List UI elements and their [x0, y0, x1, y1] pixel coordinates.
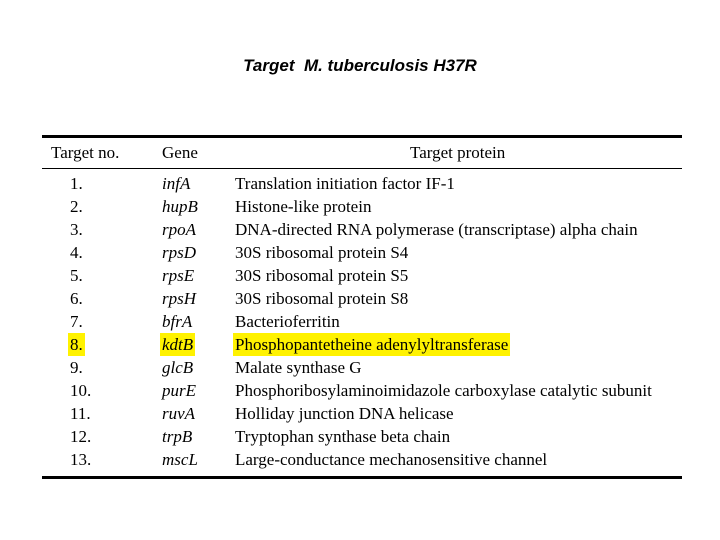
- cell-target-protein: 30S ribosomal protein S5: [235, 266, 409, 285]
- table-row: [42, 172, 682, 195]
- cell-gene: mscL: [162, 450, 198, 469]
- header-gene: Gene: [162, 143, 198, 162]
- cell-gene: rpsD: [162, 243, 197, 262]
- table-row: [42, 241, 682, 264]
- cell-gene: kdtB: [162, 335, 194, 354]
- cell-gene: trpB: [162, 427, 193, 446]
- cell-target-protein: 30S ribosomal protein S8: [235, 289, 409, 308]
- table-row: [42, 448, 682, 471]
- cell-target-protein: Translation initiation factor IF-1: [235, 174, 455, 193]
- cell-gene: glcB: [162, 358, 194, 377]
- cell-target-no: 9.: [70, 358, 83, 377]
- cell-target-no: 5.: [70, 266, 83, 285]
- table-row: [42, 425, 682, 448]
- slide-title: Target M. tuberculosis H37R: [243, 56, 477, 75]
- cell-target-no: 11.: [70, 404, 91, 423]
- cell-gene: rpsE: [162, 266, 195, 285]
- cell-target-no: 6.: [70, 289, 83, 308]
- table-row: [42, 310, 682, 333]
- cell-target-no: 13.: [70, 450, 92, 469]
- cell-target-protein: Phosphoribosylaminoimidazole carboxylase catalytic subunit: [235, 381, 652, 400]
- cell-gene: rpsH: [162, 289, 197, 308]
- table-row-highlighted: [42, 333, 682, 356]
- target-table: [42, 135, 682, 479]
- cell-target-protein: Phosphopantetheine adenylyltransferase: [235, 335, 509, 354]
- cell-gene: hupB: [162, 197, 198, 216]
- table-row: [42, 264, 682, 287]
- cell-target-protein: Large-conductance mechanosensitive channel: [235, 450, 548, 469]
- table-row: [42, 379, 682, 402]
- cell-target-protein: DNA-directed RNA polymerase (transcriptase) alpha chain: [235, 220, 638, 239]
- cell-target-no: 2.: [70, 197, 83, 216]
- cell-target-protein: Malate synthase G: [235, 358, 362, 377]
- header-target-no: Target no.: [51, 143, 120, 162]
- table-bottom-rule: [42, 476, 682, 479]
- cell-gene: ruvA: [162, 404, 196, 423]
- table-header-row: [42, 138, 682, 167]
- cell-gene: infA: [162, 174, 191, 193]
- cell-gene: bfrA: [162, 312, 193, 331]
- cell-gene: rpoA: [162, 220, 196, 239]
- table-row: [42, 356, 682, 379]
- cell-target-no: 4.: [70, 243, 83, 262]
- cell-gene: purE: [162, 381, 196, 400]
- table-body: [42, 169, 682, 476]
- cell-target-protein: 30S ribosomal protein S4: [235, 243, 409, 262]
- cell-target-no: 8.: [70, 335, 83, 354]
- cell-target-no: 1.: [70, 174, 83, 193]
- cell-target-protein: Holliday junction DNA helicase: [235, 404, 454, 423]
- cell-target-no: 3.: [70, 220, 83, 239]
- table-row: [42, 218, 682, 241]
- table-row: [42, 287, 682, 310]
- header-target-protein: Target protein: [410, 143, 506, 162]
- cell-target-protein: Histone-like protein: [235, 197, 372, 216]
- cell-target-protein: Tryptophan synthase beta chain: [235, 427, 451, 446]
- cell-target-no: 10.: [70, 381, 92, 400]
- table-row: [42, 195, 682, 218]
- table-row: [42, 402, 682, 425]
- cell-target-protein: Bacterioferritin: [235, 312, 340, 331]
- cell-target-no: 7.: [70, 312, 83, 331]
- cell-target-no: 12.: [70, 427, 92, 446]
